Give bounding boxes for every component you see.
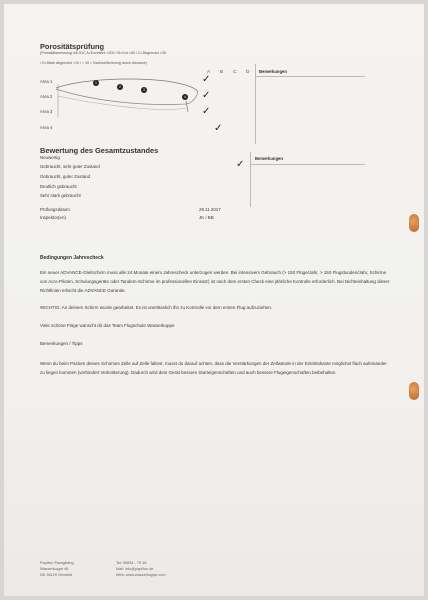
area-2-check-icon: ✓ <box>202 90 211 101</box>
column-c-header: C <box>233 70 237 75</box>
inspection-date-value: 29.11.2017 <box>199 207 221 212</box>
inspector-label: Inspektor(en) <box>40 215 66 220</box>
footer-address-line-1: Papillon Paragliding <box>40 561 74 565</box>
conditions-wishes: Viele schöne Flüge wünscht dir das Team Flugschule Wasserkuppe <box>40 323 175 328</box>
porosity-subtitle-1: (Porositätsmessung mit JDC A=Exzellent >200 / B=Gut >60 / C=Abgenutzt >30 <box>40 51 166 55</box>
footer-address-line-3: DE 36129 Gersfeld <box>40 573 73 577</box>
overall-check-icon: ✓ <box>236 159 245 170</box>
footer-phone: Tel: 06654 - 75 48 <box>116 561 147 565</box>
porosity-remarks-underline <box>255 76 365 77</box>
option-guter-zustand: Gebraucht, guter Zustand <box>40 174 91 179</box>
marker-2: 2 <box>117 84 123 90</box>
document-page <box>4 4 424 596</box>
conditions-warning: WICHTIG: An deinem Schirm wurde gearbeitet. Es ist unerlässlich ihn zu Kontrolle vor dem ersten Flug aufzuziehen. <box>40 305 273 310</box>
marker-1: 1 <box>93 80 99 86</box>
footer-web: Web: www.wasserkuppe.com <box>116 573 166 577</box>
binder-hole-top <box>409 214 419 232</box>
option-neuwertig: Neuwertig <box>40 155 60 160</box>
conditions-title: Bedingungen Jahrescheck <box>40 255 104 261</box>
inspector-value: JK / BB <box>199 215 214 220</box>
marker-3: 3 <box>141 87 147 93</box>
inspection-date-label: Prüfungsdatum <box>40 207 70 212</box>
footer-mail: Mail: info@papillon.de <box>116 567 154 571</box>
overall-title: Bewertung des Gesamtzustandes <box>40 146 159 155</box>
porosity-subtitle-2: / D=Stark abgenutzt <10 / < 15 = Nachverfilzierung durch Advance) <box>40 61 147 65</box>
footer-address-line-2: Wasserkuppe 46 <box>40 567 69 571</box>
column-d-header: D <box>246 70 250 75</box>
column-b-header: B <box>220 70 224 75</box>
porosity-remarks-header: Bemerkungen <box>259 69 287 74</box>
binder-hole-bottom <box>409 382 419 400</box>
tips-title: Bemerkungen / Tipps <box>40 341 83 346</box>
overall-remarks-underline <box>250 164 365 165</box>
option-deutlich-gebraucht: Deutlich gebraucht <box>40 184 77 189</box>
overall-remarks-header: Bemerkungen <box>255 156 283 161</box>
wing-profile-diagram <box>36 72 206 132</box>
area-3-label: Area 3 <box>40 109 53 114</box>
tips-text: Wenn du beim Packen deines Schirmes Zelle auf Zelle faltest, musst du darauf achten, dass die Verstärkungen der Zellwände in der Eintrittskante möglichst flach aufeinander zu liegen kommen (verhindert Verknitterung). Dadurch wird dein Gerät bessere Starteigenschaften und auch bessere Flugeigenschaften beibehalten. <box>40 361 387 375</box>
area-3-check-icon: ✓ <box>202 106 211 117</box>
porosity-title: Porositätsprüfung <box>40 42 105 51</box>
marker-4: 4 <box>182 94 188 100</box>
area-4-check-icon: ✓ <box>214 123 223 134</box>
option-sehr-stark-gebraucht: Sehr stark gebraucht <box>40 193 81 198</box>
overall-remarks-divider <box>250 152 251 207</box>
conditions-paragraph: Ein neuer ADVANCE-Gleitschirm muss alle 24 Monate einem Jahrescheck unterzogen werden. Bei intensivem Gebrauch (> 150 Flüge/Jahr, > 150 Flugstunden/Jahr, Schirme von Acro-Piloten, Schulungsgeräte oder Tandem-Schirme im professionellen Einsatz) ist nach dem ersten Check eine jährliche Kontrolle erforderlich. Bei Nichteinhaltung dieser Richtlinien erlischt die ADVANCE Garantie. <box>40 270 390 293</box>
option-sehr-guter-zustand: Gebraucht, sehr guter Zustand <box>40 164 100 169</box>
area-1-label: Area 1 <box>40 79 53 84</box>
area-2-label: Area 2 <box>40 94 53 99</box>
area-4-label: Area 4 <box>40 125 53 130</box>
column-a-header: A <box>207 70 211 75</box>
area-1-check-icon: ✓ <box>202 74 211 85</box>
